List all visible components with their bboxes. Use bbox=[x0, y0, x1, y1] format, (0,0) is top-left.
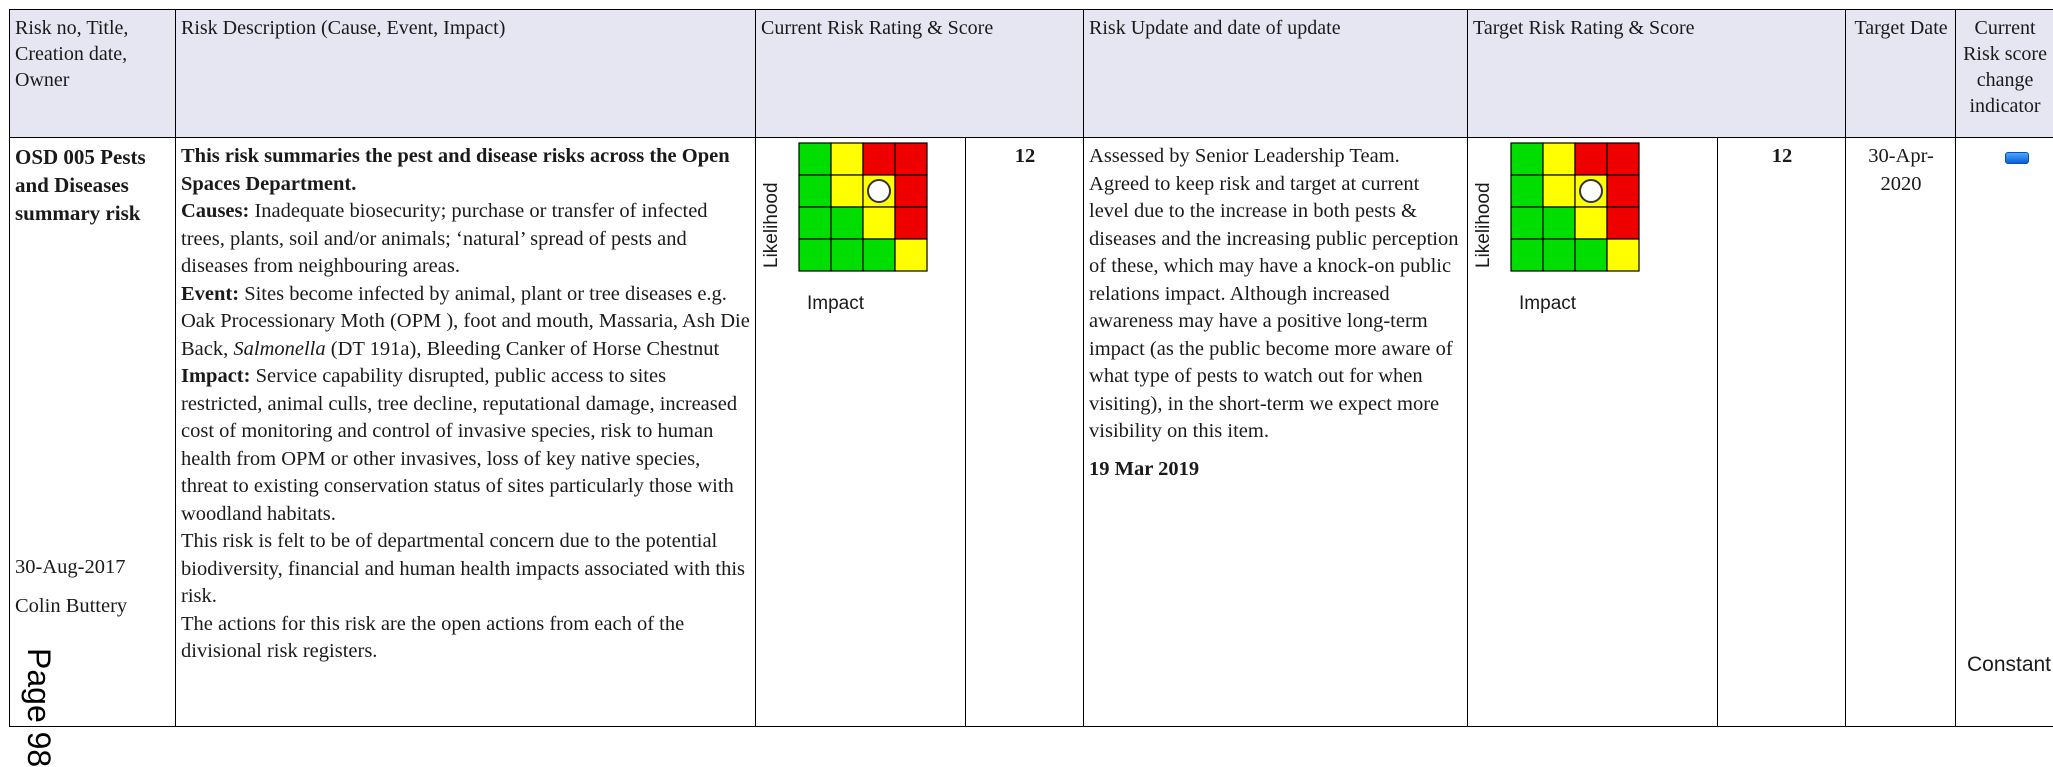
description-summary: This risk summaries the pest and disease risks across the Open Spaces Department. bbox=[181, 145, 730, 195]
risk-position-marker bbox=[1580, 180, 1602, 202]
matrix-cell-0-1 bbox=[831, 143, 863, 175]
risk-position-marker bbox=[868, 180, 890, 202]
event-label: Event: bbox=[181, 282, 240, 305]
risk-update-cell bbox=[1084, 138, 1468, 727]
risk-owner: Colin Buttery bbox=[15, 595, 128, 617]
matrix-cell-2-1 bbox=[831, 207, 863, 239]
matrix-cell-0-1 bbox=[1543, 143, 1575, 175]
matrix-cell-1-0 bbox=[1511, 175, 1543, 207]
impact-label: Impact: bbox=[181, 365, 251, 387]
causes-text: Inadequate biosecurity; purchase or transfer of infected trees, plants, soil and/or animals; ‘natural’ spread of pests and diseases from neighbouring areas. bbox=[181, 200, 708, 277]
current-likelihood-label: Likelihood bbox=[761, 182, 782, 268]
header-risk-no: Risk no, Title, Creation date, Owner bbox=[10, 10, 176, 138]
matrix-cell-2-2 bbox=[1575, 207, 1607, 239]
matrix-cell-1-0 bbox=[799, 175, 831, 207]
header-change-indicator: Current Risk score change indicator bbox=[1956, 10, 2053, 138]
page-number-label: Page 98 bbox=[21, 648, 57, 767]
header-risk-update: Risk Update and date of update bbox=[1084, 10, 1468, 138]
matrix-cell-2-0 bbox=[1511, 207, 1543, 239]
event-text-end: (DT 191a), Bleeding Canker of Horse Chestnut bbox=[325, 337, 720, 360]
target-impact-label: Impact bbox=[1519, 293, 1577, 314]
description-event bbox=[181, 281, 751, 364]
event-italic-term: Salmonella bbox=[233, 337, 326, 360]
target-date-cell: 30-Apr-2020 bbox=[1846, 138, 1956, 727]
target-risk-matrix bbox=[1509, 141, 1641, 273]
risk-update-text: Assessed by Senior Leadership Team. Agreed to keep risk and target at current level due to the increase in both pests & diseases and the increasing public perception of these, which may have a knock-on public relations impact. Although increased awareness may have a positive long-term impact (as the public become more aware of what type of pests to watch out for when visiting), in the short-term we expect more visibility on this item. bbox=[1089, 145, 1459, 442]
matrix-cell-1-1 bbox=[831, 175, 863, 207]
matrix-cell-3-0 bbox=[1511, 239, 1543, 271]
constant-indicator-icon bbox=[2005, 152, 2029, 164]
current-risk-matrix bbox=[797, 141, 929, 273]
target-risk-score: 12 bbox=[1718, 138, 1846, 727]
change-indicator-cell bbox=[1956, 138, 2053, 727]
current-risk-matrix-cell bbox=[756, 138, 966, 727]
causes-label: Causes: bbox=[181, 200, 250, 222]
change-indicator-text: Constant bbox=[1966, 653, 2052, 676]
matrix-cell-3-3 bbox=[1607, 239, 1639, 271]
current-risk-score: 12 bbox=[966, 138, 1084, 727]
event-text: Sites become infected by animal, plant or tree diseases e.g. Oak Processionary Moth (OPM ), foot and mouth, Massaria, Ash Die Back, bbox=[181, 282, 750, 360]
risk-update-date: 19 Mar 2019 bbox=[1089, 457, 1200, 480]
risk-meta bbox=[15, 548, 127, 626]
matrix-cell-3-1 bbox=[1543, 239, 1575, 271]
current-impact-label: Impact bbox=[807, 293, 865, 314]
matrix-cell-2-0 bbox=[799, 207, 831, 239]
risk-id-cell bbox=[10, 138, 176, 767]
matrix-cell-0-2 bbox=[1575, 143, 1607, 175]
description-concern: This risk is felt to be of departmental concern due to the potential biodiversity, financial and human health impacts associated with this risk. bbox=[181, 530, 745, 607]
matrix-cell-2-1 bbox=[1543, 207, 1575, 239]
matrix-cell-0-2 bbox=[863, 143, 895, 175]
target-likelihood-label: Likelihood bbox=[1473, 182, 1495, 268]
header-current-risk-rating: Current Risk Rating & Score bbox=[756, 10, 1084, 138]
description-impact bbox=[181, 363, 751, 528]
creation-date: 30-Aug-2017 bbox=[15, 556, 126, 578]
impact-text: Service capability disrupted, public access to sites restricted, animal culls, tree decline, reputational damage, increased cost of monitoring and control of invasive species, risk to human health from OPM or other invasives, loss of key native species, threat to existing conservation status of sites particularly those with woodland habitats. bbox=[181, 365, 738, 525]
matrix-cell-2-2 bbox=[863, 207, 895, 239]
matrix-cell-0-0 bbox=[799, 143, 831, 175]
matrix-cell-1-3 bbox=[895, 175, 927, 207]
matrix-cell-2-3 bbox=[895, 207, 927, 239]
matrix-cell-3-0 bbox=[799, 239, 831, 271]
header-target-date: Target Date bbox=[1846, 10, 1956, 138]
risk-description-cell bbox=[176, 138, 756, 727]
matrix-cell-3-3 bbox=[895, 239, 927, 271]
header-target-risk-rating: Target Risk Rating & Score bbox=[1468, 10, 1846, 138]
target-risk-matrix-cell bbox=[1468, 138, 1718, 727]
matrix-cell-2-3 bbox=[1607, 207, 1639, 239]
header-risk-description: Risk Description (Cause, Event, Impact) bbox=[176, 10, 756, 138]
risk-title: OSD 005 Pests and Diseases summary risk bbox=[15, 145, 146, 225]
matrix-cell-0-3 bbox=[1607, 143, 1639, 175]
description-actions: The actions for this risk are the open actions from each of the divisional risk registers. bbox=[181, 612, 685, 662]
matrix-cell-3-2 bbox=[863, 239, 895, 271]
matrix-cell-3-1 bbox=[831, 239, 863, 271]
matrix-cell-3-2 bbox=[1575, 239, 1607, 271]
matrix-cell-1-1 bbox=[1543, 175, 1575, 207]
matrix-cell-0-3 bbox=[895, 143, 927, 175]
matrix-cell-1-3 bbox=[1607, 175, 1639, 207]
description-causes bbox=[181, 198, 751, 281]
matrix-cell-0-0 bbox=[1511, 143, 1543, 175]
risk-register-table bbox=[9, 9, 2053, 767]
